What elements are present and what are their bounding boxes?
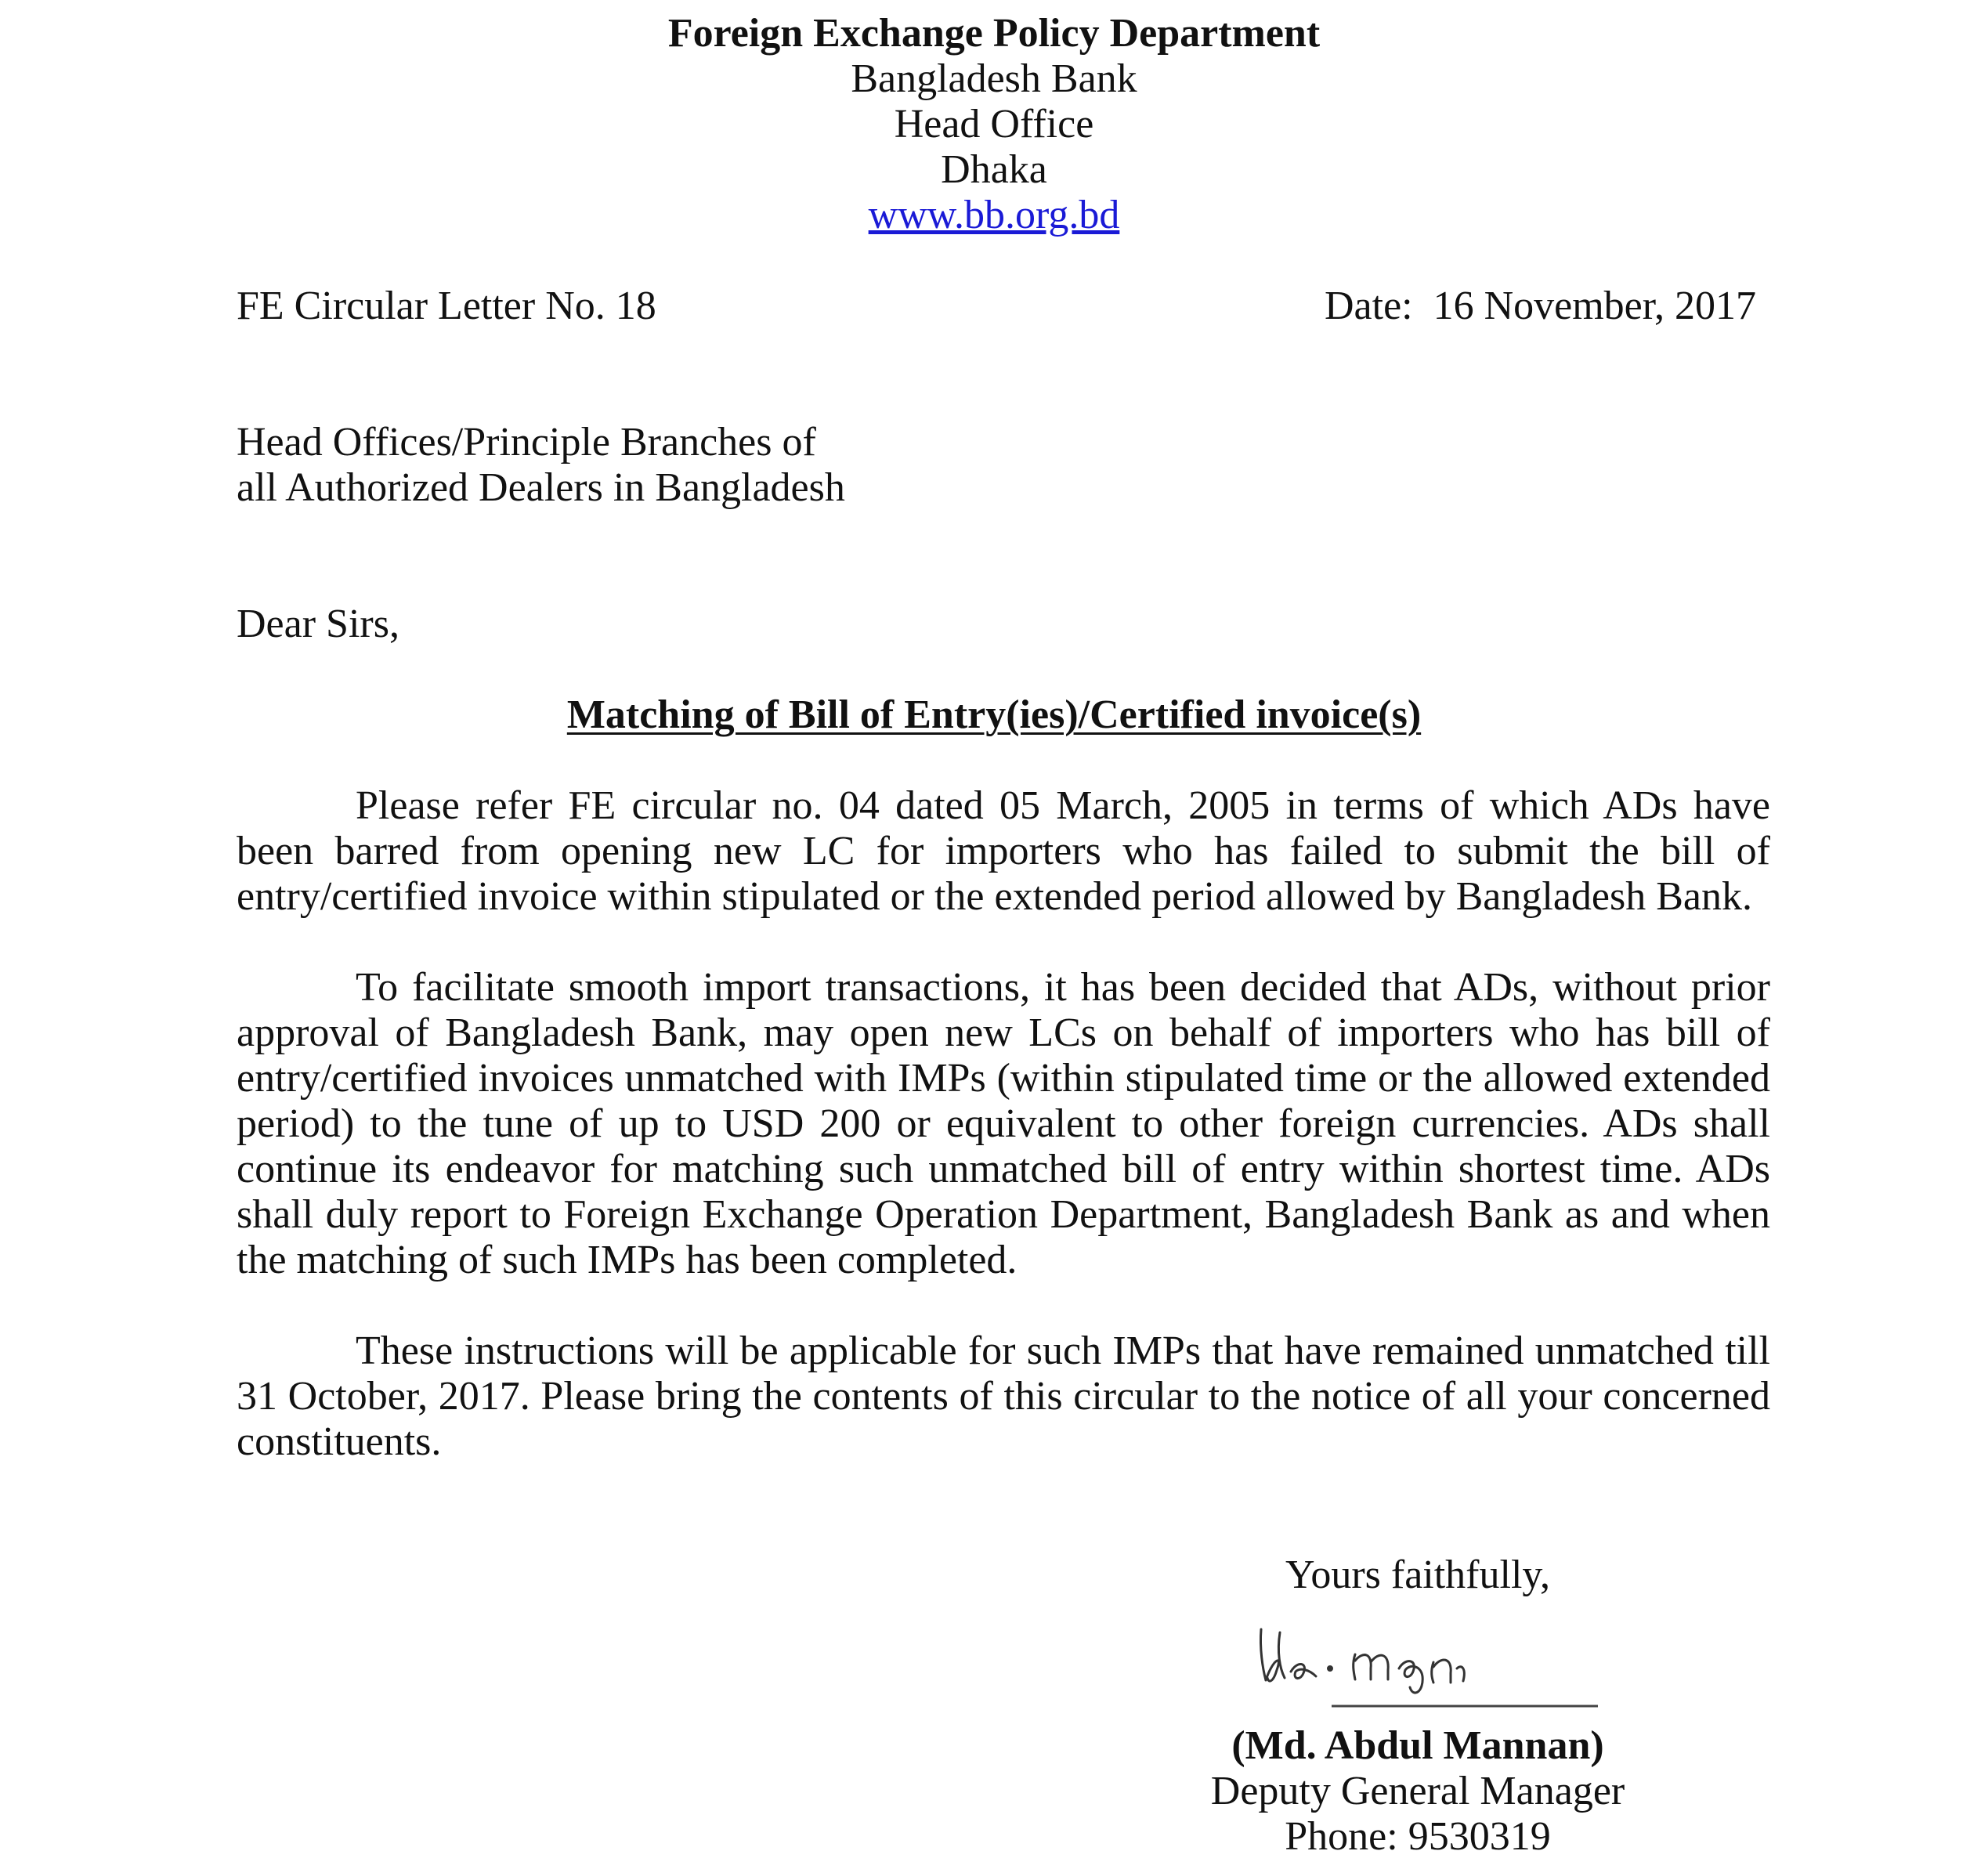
body-paragraph-1: Please refer FE circular no. 04 dated 05 March, 2005 in terms of which ADs have been barred from opening new LC for importers who has failed to submit the bill of entry/certified invoice within stipulated or the extended period allowed by Bangladesh Bank.	[237, 783, 1770, 919]
letterhead	[0, 11, 1988, 238]
city-name: Dhaka	[941, 147, 1047, 192]
website-link[interactable]: www.bb.org.bd	[868, 193, 1120, 237]
office-name: Head Office	[894, 102, 1094, 146]
addressee-line-1: Head Offices/Principle Branches of	[237, 420, 816, 465]
signatory-name: (Md. Abdul Mannan)	[1231, 1723, 1604, 1768]
letter-body	[237, 783, 1770, 1510]
salutation: Dear Sirs,	[237, 602, 399, 646]
circular-date: Date: 16 November, 2017	[1324, 284, 1756, 328]
signature-block	[1175, 1723, 1661, 1860]
subject-text: Matching of Bill of Entry(ies)/Certified invoice(s)	[566, 692, 1422, 737]
subject-heading	[0, 692, 1988, 738]
addressee-line-2: all Authorized Dealers in Bangladesh	[237, 465, 845, 510]
closing: Yours faithfully,	[1285, 1553, 1551, 1597]
circular-number: FE Circular Letter No. 18	[237, 284, 656, 328]
addressee	[237, 420, 845, 511]
signatory-designation: Deputy General Manager	[1210, 1769, 1625, 1813]
department-name: Foreign Exchange Policy Department	[667, 11, 1321, 56]
body-paragraph-3: These instructions will be applicable for such IMPs that have remained unmatched till 31 October, 2017. Please bring the contents of this circular to the notice of all your concerned constituents.	[237, 1329, 1770, 1464]
organization-name: Bangladesh Bank	[851, 56, 1137, 101]
signatory-phone: Phone: 9530319	[1285, 1814, 1551, 1859]
handwritten-signature	[1245, 1606, 1606, 1715]
body-paragraph-2: To facilitate smooth import transactions, it has been decided that ADs, without prior approval of Bangladesh Bank, may open new LCs on behalf of importers who has bill of entry/certified invoices unmatched with IMPs (within stipulated time or the allowed extended period) to the tune of up to USD 200 or equivalent to other foreign currencies. ADs shall continue its endeavor for matching such unmatched bill of entry within shortest time. ADs shall duly report to Foreign Exchange Operation Department, Bangladesh Bank as and when the matching of such IMPs has been completed.	[237, 965, 1770, 1282]
